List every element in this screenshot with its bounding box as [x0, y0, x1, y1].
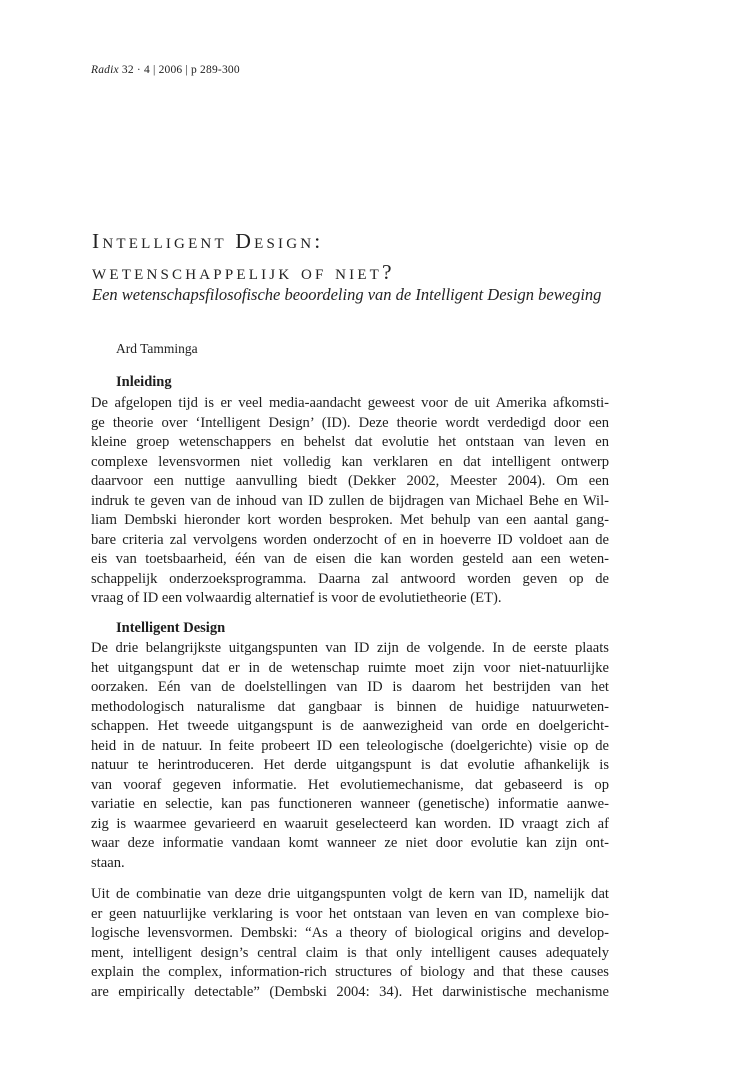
section-heading-inleiding: Inleiding [116, 374, 172, 390]
text-line: indruk te geven van de inhoud van ID zullen de bijdragen van Michael Behe en Wil- [91, 492, 609, 509]
running-head [91, 64, 240, 76]
text-line: natuur te herintroduceren. Het derde uitgangspunt is dat evolutie afhankelijk is [91, 757, 609, 773]
section-inleiding-text [91, 394, 609, 609]
journal-citation: 32 · 4 | 2006 | p 289-300 [118, 64, 240, 76]
text-line: staan. [91, 854, 125, 871]
text-line: eis van toetsbaarheid, één van de eisen die kan worden gesteld aan een weten- [91, 551, 609, 567]
section-intelligent-design-paragraph-1 [91, 639, 609, 873]
text-line: complexe levensvormen niet volledig kan verklaren en dat intelligent ontwerp [91, 453, 609, 470]
text-line: van vooraf gegeven informatie. Het evolutiemechanisme, dat gebaseerd is op [91, 776, 609, 793]
text-line: bare criteria zal vervolgens worden onderzocht of en in hoeverre ID voldoet aan de [91, 531, 609, 548]
article-title [92, 226, 395, 288]
section-heading-intelligent-design: Intelligent Design [116, 620, 226, 636]
text-line: daarvoor een nuttige aanvulling biedt (Dekker 2002, Meester 2004). Om een [91, 473, 609, 489]
text-line: zig is waarmee gevarieerd en waaruit geselecteerd kan worden. ID vraagt zich af [91, 815, 609, 832]
text-line: logische levensvormen. Dembski: “As a theory of biological origins and develop- [91, 925, 609, 941]
text-line: schappelijk onderzoeksprogramma. Daarna zal antwoord worden geven op de [91, 570, 609, 587]
text-line: schappen. Het tweede uitgangspunt is de aanwezigheid van orde en doelgericht- [91, 718, 609, 734]
text-line: oorzaken. Eén van de doelstellingen van ID is daarom het bestrijden van het [91, 679, 609, 695]
text-line: variatie en selectie, kan pas functioneren wanneer (genetische) informatie aanwe- [91, 796, 609, 812]
text-line: De afgelopen tijd is er veel media-aandacht geweest voor de uit Amerika afkomsti- [91, 395, 609, 411]
text-line: ment, intelligent design’s central claim is that only intelligent causes adequately [91, 944, 609, 961]
text-line: waar deze informatie vandaan komt wanneer ze niet door evolutie kan zijn ont- [91, 835, 609, 851]
text-line: methodologisch naturalisme dat gangbaar is binnen de huidige natuurweten- [91, 698, 609, 715]
text-line: explain the complex, information-rich structures of biology and that these causes [91, 964, 609, 980]
text-line: heid in de natuur. In feite probeert ID een teleologische (doelgerichte) visie op de [91, 737, 609, 754]
text-line: het uitgangspunt dat er in de wetenschap ruimte moet zijn voor niet-natuurlijke [91, 659, 609, 676]
text-line: kleine groep wetenschappers en behelst dat evolutie het ontstaan van leven en [91, 434, 609, 450]
text-line: vraag of ID een volwaardig alternatief is voor de evolutietheorie (ET). [91, 590, 502, 606]
title-line-2: wetenschappelijk of niet? [92, 260, 395, 284]
journal-name: Radix [91, 64, 119, 76]
text-line: liam Dembski hieronder kort worden besproken. Met behulp van een aantal gang- [91, 512, 609, 528]
text-line: De drie belangrijkste uitgangspunten van ID zijn de volgende. In de eerste plaats [91, 640, 609, 656]
text-line: ge theorie over ‘Intelligent Design’ (ID). Deze theorie wordt verdedigd door een [91, 414, 609, 431]
text-line: are empirically detectable” (Dembski 2004: 34). Het darwinistische mechanisme [91, 983, 609, 1000]
text-line: er geen natuurlijke verklaring is voor het ontstaan van leven en van complexe bio- [91, 905, 609, 922]
title-line-1: Intelligent Design: [92, 229, 324, 253]
author-name: Ard Tamminga [116, 341, 198, 356]
article-subtitle: Een wetenschapsfilosofische beoordeling van de Intelligent Design beweging [92, 285, 602, 304]
text-line: Uit de combinatie van deze drie uitgangspunten volgt de kern van ID, namelijk dat [91, 886, 609, 902]
section-intelligent-design-paragraph-2 [91, 885, 609, 1002]
